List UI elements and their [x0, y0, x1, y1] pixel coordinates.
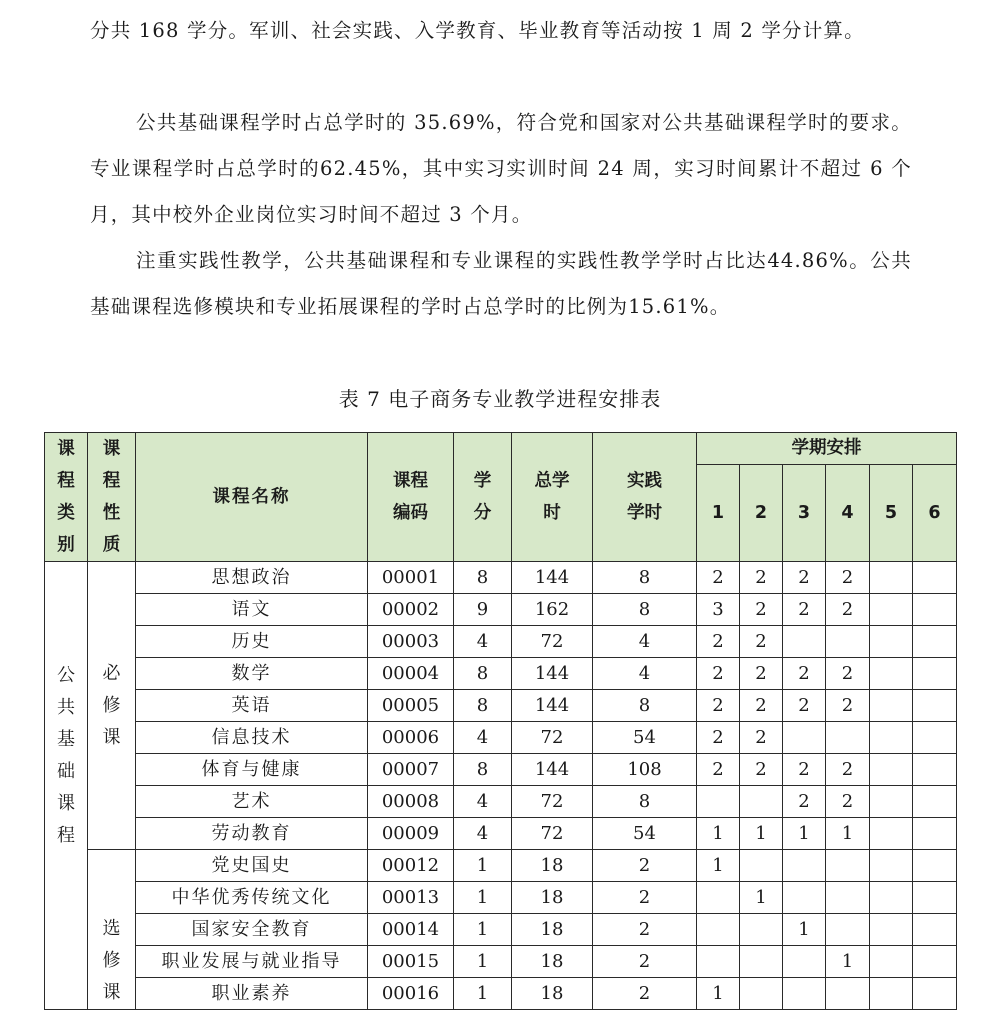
cell-semester-4 — [826, 978, 870, 1010]
cell-course-code: 00008 — [368, 786, 454, 818]
cell-semester-2: 2 — [740, 594, 783, 626]
cell-semester-3 — [783, 978, 826, 1010]
table-row — [45, 658, 957, 690]
cell-practice-hours: 8 — [593, 594, 697, 626]
cell-semester-2: 2 — [740, 754, 783, 786]
cell-semester-6 — [913, 850, 957, 882]
cell-course-code: 00005 — [368, 690, 454, 722]
cell-semester-6 — [913, 690, 957, 722]
cell-semester-2: 2 — [740, 690, 783, 722]
cell-semester-6 — [913, 882, 957, 914]
cell-total-hours: 162 — [512, 594, 593, 626]
cell-semester-4: 2 — [826, 690, 870, 722]
cell-semester-1: 1 — [697, 978, 740, 1010]
paragraph-credits: 分共 168 学分。军训、社会实践、入学教育、毕业教育等活动按 1 周 2 学分计算。 — [90, 19, 865, 42]
cell-semester-5 — [870, 818, 913, 850]
cell-course-name: 职业素养 — [136, 978, 368, 1010]
cell-course-name: 英语 — [136, 690, 368, 722]
cell-course-name: 信息技术 — [136, 722, 368, 754]
cell-semester-4 — [826, 850, 870, 882]
table-row — [45, 850, 957, 882]
cell-semester-5 — [870, 850, 913, 882]
cell-course-name: 历史 — [136, 626, 368, 658]
cell-semester-1 — [697, 882, 740, 914]
cell-practice-hours: 108 — [593, 754, 697, 786]
cell-semester-3: 2 — [783, 562, 826, 594]
cell-semester-6 — [913, 914, 957, 946]
cell-semester-3 — [783, 946, 826, 978]
cell-practice-hours: 2 — [593, 882, 697, 914]
cell-semester-5 — [870, 754, 913, 786]
cell-semester-5 — [870, 594, 913, 626]
cell-practice-hours: 2 — [593, 914, 697, 946]
header-practice-hours: 实践学时 — [593, 433, 697, 562]
cell-semester-1: 2 — [697, 626, 740, 658]
table-row — [45, 722, 957, 754]
header-semester-2: 2 — [740, 464, 783, 561]
cell-credits: 8 — [454, 754, 512, 786]
cell-semester-6 — [913, 658, 957, 690]
cell-semester-6 — [913, 818, 957, 850]
cell-course-name: 党史国史 — [136, 850, 368, 882]
header-course-name: 课程名称 — [136, 433, 368, 562]
header-semester-1: 1 — [697, 464, 740, 561]
cell-total-hours: 18 — [512, 882, 593, 914]
cell-semester-1: 1 — [697, 850, 740, 882]
cell-semester-3 — [783, 850, 826, 882]
cell-semester-4: 1 — [826, 818, 870, 850]
cell-semester-3 — [783, 626, 826, 658]
cell-course-code: 00001 — [368, 562, 454, 594]
cell-course-code: 00013 — [368, 882, 454, 914]
cell-semester-6 — [913, 978, 957, 1010]
cell-semester-2 — [740, 786, 783, 818]
header-semester-5: 5 — [870, 464, 913, 561]
cell-category-public: 公共基础课程 — [45, 562, 88, 1010]
cell-practice-hours: 4 — [593, 658, 697, 690]
cell-semester-1 — [697, 946, 740, 978]
table-row — [45, 754, 957, 786]
cell-course-name: 语文 — [136, 594, 368, 626]
header-credits: 学分 — [454, 433, 512, 562]
cell-credits: 8 — [454, 658, 512, 690]
cell-course-code: 00006 — [368, 722, 454, 754]
cell-semester-1: 2 — [697, 658, 740, 690]
cell-credits: 1 — [454, 882, 512, 914]
cell-semester-2 — [740, 946, 783, 978]
cell-semester-5 — [870, 914, 913, 946]
cell-semester-2: 2 — [740, 626, 783, 658]
cell-total-hours: 72 — [512, 786, 593, 818]
cell-semester-4: 2 — [826, 786, 870, 818]
cell-semester-2: 2 — [740, 562, 783, 594]
cell-semester-4 — [826, 914, 870, 946]
cell-course-code: 00007 — [368, 754, 454, 786]
cell-course-name: 体育与健康 — [136, 754, 368, 786]
table-row — [45, 914, 957, 946]
cell-practice-hours: 8 — [593, 690, 697, 722]
cell-semester-5 — [870, 658, 913, 690]
table-row — [45, 882, 957, 914]
table-row — [45, 690, 957, 722]
cell-credits: 4 — [454, 786, 512, 818]
cell-course-code: 00004 — [368, 658, 454, 690]
cell-semester-3: 1 — [783, 914, 826, 946]
paragraph-hours-ratio: 公共基础课程学时占总学时的 35.69%，符合党和国家对公共基础课程学时的要求。专业课程学时占总学时的62.45%，其中实习实训时间 24 周，实习时间累计不超过 6 个月，其中校外企业岗位实习时间不超过 3 个月。 — [90, 111, 912, 226]
cell-semester-6 — [913, 754, 957, 786]
cell-semester-6 — [913, 786, 957, 818]
cell-semester-3 — [783, 882, 826, 914]
cell-course-name: 劳动教育 — [136, 818, 368, 850]
paragraph-practice-ratio: 注重实践性教学，公共基础课程和专业课程的实践性教学学时占比达44.86%。公共基础课程选修模块和专业拓展课程的学时占总学时的比例为15.61%。 — [90, 249, 912, 318]
header-category: 课程类别 — [45, 433, 88, 562]
table-row — [45, 978, 957, 1010]
cell-semester-3: 2 — [783, 658, 826, 690]
cell-semester-3: 2 — [783, 786, 826, 818]
cell-practice-hours: 8 — [593, 786, 697, 818]
cell-nature-elective: 选修课 — [88, 850, 136, 1010]
cell-practice-hours: 8 — [593, 562, 697, 594]
cell-course-name: 艺术 — [136, 786, 368, 818]
cell-course-name: 思想政治 — [136, 562, 368, 594]
cell-practice-hours: 2 — [593, 946, 697, 978]
header-semester-3: 3 — [783, 464, 826, 561]
cell-semester-2 — [740, 850, 783, 882]
cell-semester-5 — [870, 626, 913, 658]
cell-credits: 4 — [454, 722, 512, 754]
cell-semester-1: 2 — [697, 690, 740, 722]
cell-semester-5 — [870, 786, 913, 818]
cell-semester-6 — [913, 626, 957, 658]
header-total-hours: 总学时 — [512, 433, 593, 562]
cell-semester-5 — [870, 946, 913, 978]
header-course-code: 课程编码 — [368, 433, 454, 562]
cell-course-name: 数学 — [136, 658, 368, 690]
cell-semester-4: 2 — [826, 658, 870, 690]
cell-semester-2: 2 — [740, 658, 783, 690]
cell-semester-1: 2 — [697, 562, 740, 594]
cell-semester-1 — [697, 786, 740, 818]
cell-total-hours: 18 — [512, 978, 593, 1010]
cell-total-hours: 18 — [512, 914, 593, 946]
cell-total-hours: 18 — [512, 946, 593, 978]
cell-semester-4: 1 — [826, 946, 870, 978]
cell-semester-2 — [740, 914, 783, 946]
cell-course-name: 职业发展与就业指导 — [136, 946, 368, 978]
cell-course-code: 00015 — [368, 946, 454, 978]
cell-semester-6 — [913, 946, 957, 978]
cell-credits: 1 — [454, 850, 512, 882]
cell-semester-3 — [783, 722, 826, 754]
cell-credits: 8 — [454, 690, 512, 722]
cell-semester-5 — [870, 562, 913, 594]
cell-semester-1: 3 — [697, 594, 740, 626]
cell-semester-2: 1 — [740, 882, 783, 914]
cell-semester-4: 2 — [826, 594, 870, 626]
cell-credits: 1 — [454, 946, 512, 978]
header-nature: 课程性质 — [88, 433, 136, 562]
cell-total-hours: 144 — [512, 562, 593, 594]
cell-practice-hours: 54 — [593, 818, 697, 850]
cell-semester-6 — [913, 562, 957, 594]
cell-credits: 4 — [454, 818, 512, 850]
cell-practice-hours: 54 — [593, 722, 697, 754]
cell-semester-5 — [870, 882, 913, 914]
cell-nature-required: 必修课 — [88, 562, 136, 850]
cell-semester-5 — [870, 722, 913, 754]
cell-credits: 4 — [454, 626, 512, 658]
cell-semester-4: 2 — [826, 562, 870, 594]
cell-total-hours: 72 — [512, 722, 593, 754]
cell-course-code: 00002 — [368, 594, 454, 626]
cell-practice-hours: 2 — [593, 850, 697, 882]
cell-total-hours: 144 — [512, 658, 593, 690]
cell-credits: 8 — [454, 562, 512, 594]
cell-semester-1: 2 — [697, 722, 740, 754]
cell-total-hours: 144 — [512, 690, 593, 722]
header-semester-6: 6 — [913, 464, 957, 561]
table-row — [45, 786, 957, 818]
cell-semester-3: 1 — [783, 818, 826, 850]
cell-practice-hours: 2 — [593, 978, 697, 1010]
cell-total-hours: 18 — [512, 850, 593, 882]
table-row — [45, 594, 957, 626]
header-semester-4: 4 — [826, 464, 870, 561]
cell-semester-2 — [740, 978, 783, 1010]
cell-semester-4: 2 — [826, 754, 870, 786]
table-row — [45, 818, 957, 850]
cell-semester-3: 2 — [783, 594, 826, 626]
cell-semester-6 — [913, 722, 957, 754]
teaching-plan-table — [44, 432, 957, 1010]
cell-semester-5 — [870, 690, 913, 722]
cell-semester-4 — [826, 882, 870, 914]
table-row — [45, 946, 957, 978]
cell-course-name: 中华优秀传统文化 — [136, 882, 368, 914]
cell-semester-3: 2 — [783, 754, 826, 786]
cell-semester-4 — [826, 722, 870, 754]
cell-practice-hours: 4 — [593, 626, 697, 658]
cell-total-hours: 72 — [512, 626, 593, 658]
cell-course-name: 国家安全教育 — [136, 914, 368, 946]
table-caption: 表 7 电子商务专业教学进程安排表 — [338, 387, 662, 411]
header-semester-group: 学期安排 — [697, 433, 957, 465]
table-row — [45, 626, 957, 658]
cell-semester-1: 2 — [697, 754, 740, 786]
cell-semester-5 — [870, 978, 913, 1010]
cell-semester-2: 1 — [740, 818, 783, 850]
cell-course-code: 00014 — [368, 914, 454, 946]
cell-total-hours: 144 — [512, 754, 593, 786]
cell-total-hours: 72 — [512, 818, 593, 850]
cell-course-code: 00016 — [368, 978, 454, 1010]
cell-course-code: 00012 — [368, 850, 454, 882]
cell-semester-6 — [913, 594, 957, 626]
cell-credits: 9 — [454, 594, 512, 626]
cell-credits: 1 — [454, 914, 512, 946]
cell-semester-1: 1 — [697, 818, 740, 850]
cell-course-code: 00003 — [368, 626, 454, 658]
table-row — [45, 562, 957, 594]
cell-credits: 1 — [454, 978, 512, 1010]
cell-semester-3: 2 — [783, 690, 826, 722]
cell-semester-1 — [697, 914, 740, 946]
cell-semester-4 — [826, 626, 870, 658]
cell-course-code: 00009 — [368, 818, 454, 850]
cell-semester-2: 2 — [740, 722, 783, 754]
